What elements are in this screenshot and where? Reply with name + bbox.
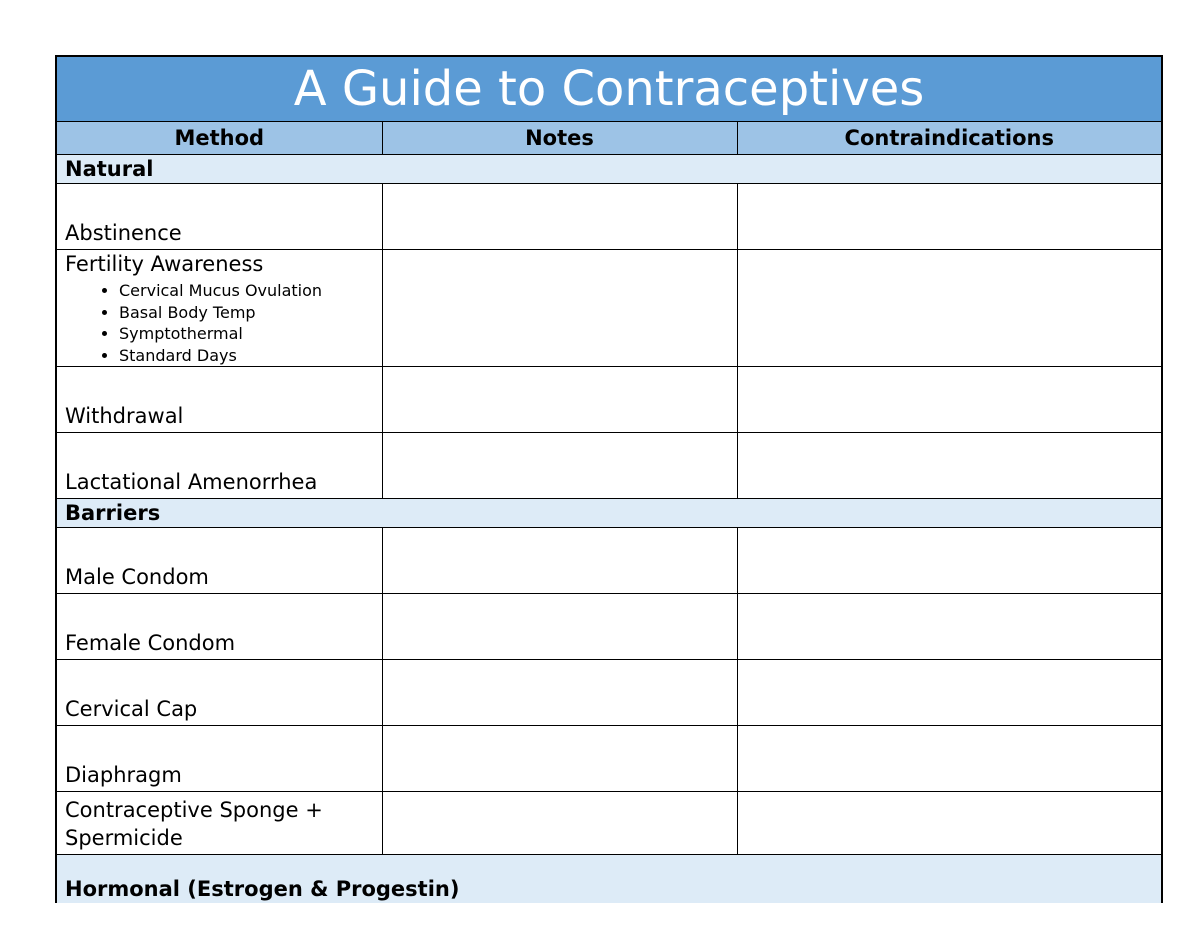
notes-cell[interactable]: [382, 594, 737, 660]
page-title: A Guide to Contraceptives: [56, 56, 1162, 122]
contraindications-cell[interactable]: [737, 433, 1162, 499]
section-heading-hormonal: Hormonal (Estrogen & Progestin): [56, 855, 1162, 904]
notes-cell[interactable]: [382, 792, 737, 855]
contraindications-cell[interactable]: [737, 594, 1162, 660]
column-header-method: Method: [56, 122, 382, 155]
notes-cell[interactable]: [382, 367, 737, 433]
list-item: • Symptothermal: [119, 323, 382, 345]
list-item: • Standard Days: [119, 345, 382, 367]
method-cell: Male Condom: [56, 528, 382, 594]
section-heading-barriers: Barriers: [56, 499, 1162, 528]
contraindications-cell[interactable]: [737, 367, 1162, 433]
contraindications-cell[interactable]: [737, 184, 1162, 250]
method-cell: [56, 250, 382, 367]
method-cell: Withdrawal: [56, 367, 382, 433]
section-heading-natural: Natural: [56, 155, 1162, 184]
method-cell: Contraceptive Sponge + Spermicide: [56, 792, 382, 855]
notes-cell[interactable]: [382, 433, 737, 499]
contraindications-cell[interactable]: [737, 528, 1162, 594]
contraindications-cell[interactable]: [737, 660, 1162, 726]
notes-cell[interactable]: [382, 660, 737, 726]
method-cell: Female Condom: [56, 594, 382, 660]
contraindications-cell[interactable]: [737, 726, 1162, 792]
method-subitems-list: [65, 280, 382, 366]
notes-cell[interactable]: [382, 726, 737, 792]
list-item: • Cervical Mucus Ovulation: [119, 280, 382, 302]
method-cell: Lactational Amenorrhea: [56, 433, 382, 499]
notes-cell[interactable]: [382, 250, 737, 367]
method-cell: Abstinence: [56, 184, 382, 250]
notes-cell[interactable]: [382, 184, 737, 250]
column-header-contraindications: Contraindications: [737, 122, 1162, 155]
contraindications-cell[interactable]: [737, 250, 1162, 367]
method-cell: Cervical Cap: [56, 660, 382, 726]
contraceptive-table: [55, 55, 1163, 903]
notes-cell[interactable]: [382, 528, 737, 594]
method-cell: Diaphragm: [56, 726, 382, 792]
column-header-notes: Notes: [382, 122, 737, 155]
contraindications-cell[interactable]: [737, 792, 1162, 855]
contraceptive-guide-sheet: [55, 55, 1161, 903]
method-label: Fertility Awareness: [65, 252, 264, 276]
list-item: • Basal Body Temp: [119, 302, 382, 324]
